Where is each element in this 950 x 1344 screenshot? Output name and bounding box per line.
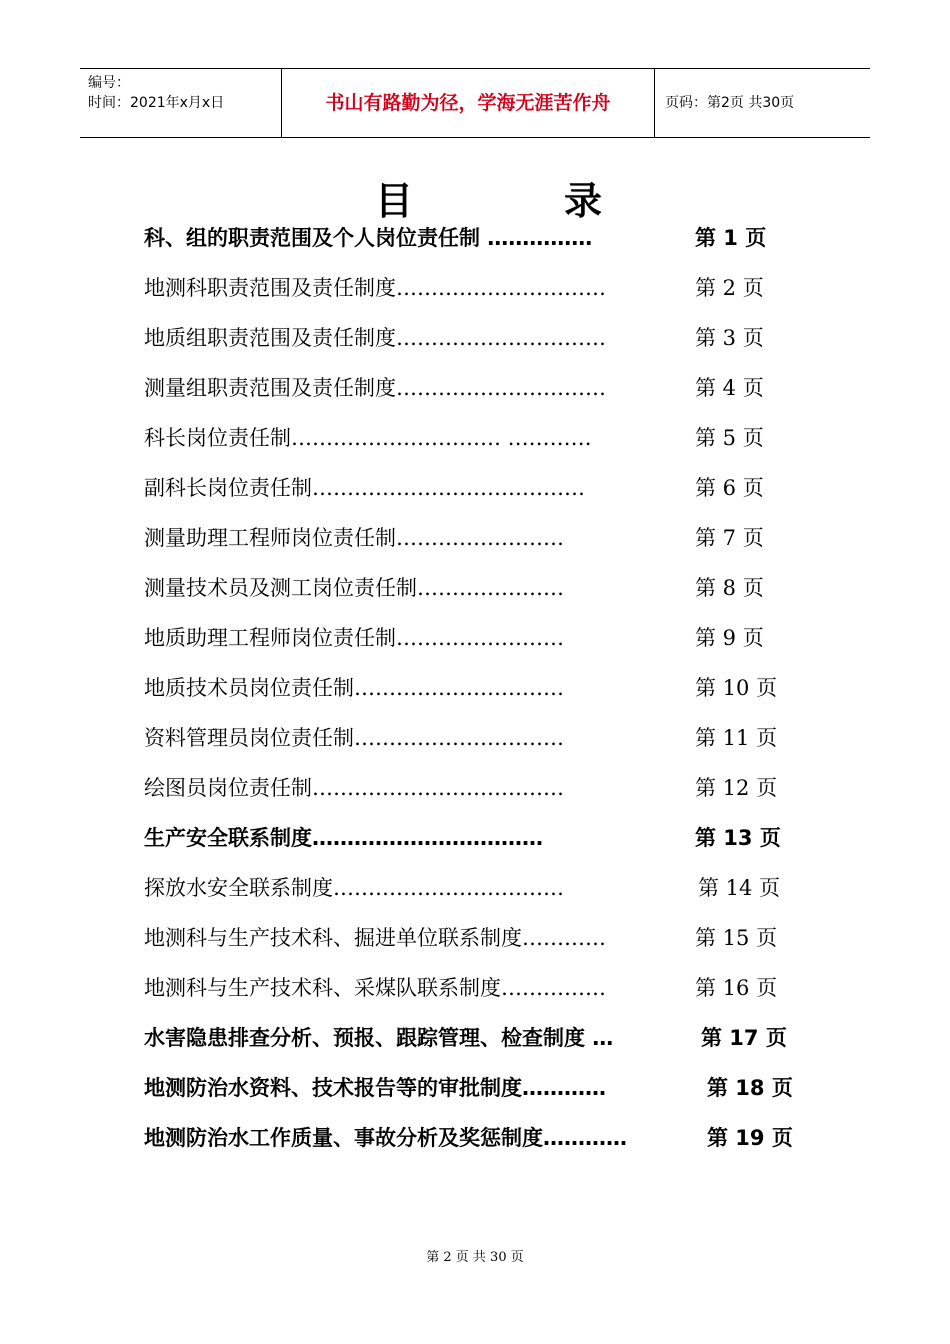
toc-entry-label: 地测防治水工作质量、事故分析及奖惩制度………… [144, 1126, 627, 1150]
toc-entry[interactable] [144, 672, 804, 712]
toc-entry-label: 地测科职责范围及责任制度………………………… [144, 276, 606, 300]
toc-entry[interactable] [144, 822, 804, 862]
toc-entry-label: 探放水安全联系制度…………………………… [144, 876, 564, 900]
toc-entry[interactable] [144, 722, 804, 762]
toc-entry[interactable] [144, 922, 804, 962]
toc-entry-page: 第 16 页 [695, 976, 778, 1000]
toc-entry-page: 第 11 页 [695, 726, 778, 750]
toc-entry-page: 第 18 页 [707, 1076, 793, 1100]
toc-entry[interactable] [144, 1022, 804, 1062]
toc-entry-page: 第 3 页 [695, 326, 764, 350]
toc-entry-page: 第 19 页 [707, 1126, 793, 1150]
toc-entry-label: 资料管理员岗位责任制………………………… [144, 726, 564, 750]
toc-entry[interactable] [144, 772, 804, 812]
toc-entry-label: 地质技术员岗位责任制………………………… [144, 676, 564, 700]
toc-entry-page: 第 8 页 [695, 576, 764, 600]
toc-entry[interactable] [144, 222, 804, 262]
toc-entry[interactable] [144, 472, 804, 512]
title-char-2: 录 [564, 179, 603, 223]
toc-entry-label: 科、组的职责范围及个人岗位责任制 …………… [144, 226, 593, 250]
toc-entry-page: 第 12 页 [695, 776, 778, 800]
toc-entry-label: 地测防治水资料、技术报告等的审批制度………… [144, 1076, 606, 1100]
header-meta [80, 69, 282, 137]
toc-entry-page: 第 15 页 [695, 926, 778, 950]
page-footer: 第 2 页 共 30 页 [426, 1250, 524, 1265]
toc-entry-label: 科长岗位责任制………………………… ………… [144, 426, 592, 450]
page-title [0, 170, 950, 223]
toc-entry[interactable] [144, 522, 804, 562]
toc-entry[interactable] [144, 972, 804, 1012]
header-motto: 书山有路勤为径，学海无涯苦作舟 [282, 69, 655, 137]
toc-entry-label: 地测科与生产技术科、采煤队联系制度…………… [144, 976, 606, 1000]
toc-entry-page: 第 10 页 [695, 676, 778, 700]
toc-entry[interactable] [144, 872, 804, 912]
toc-entry-page: 第 5 页 [695, 426, 764, 450]
toc-entry-label: 地质助理工程师岗位责任制…………………… [144, 626, 564, 650]
toc-entry-page: 第 6 页 [695, 476, 764, 500]
toc-entry-label: 地质组职责范围及责任制度………………………… [144, 326, 606, 350]
toc-entry-page: 第 13 页 [695, 826, 781, 850]
toc-entry[interactable] [144, 322, 804, 362]
toc-entry[interactable] [144, 572, 804, 612]
toc-entry-page: 第 7 页 [695, 526, 764, 550]
toc-entry-label: 水害隐患排查分析、预报、跟踪管理、检查制度 … [144, 1026, 614, 1050]
toc-entry[interactable] [144, 1072, 804, 1112]
toc-entry-page: 第 9 页 [695, 626, 764, 650]
title-char-1: 目 [375, 179, 414, 223]
toc-entry[interactable] [144, 372, 804, 412]
toc-entry-label: 地测科与生产技术科、掘进单位联系制度………… [144, 926, 606, 950]
toc-entry-label: 绘图员岗位责任制……………………………… [144, 776, 564, 800]
toc-entry-page: 第 14 页 [698, 876, 781, 900]
toc-entry-label: 测量技术员及测工岗位责任制………………… [144, 576, 564, 600]
header-page-info: 页码：第2页 共30页 [665, 95, 795, 111]
toc-entry-label: 测量组职责范围及责任制度………………………… [144, 376, 606, 400]
toc-entry[interactable] [144, 622, 804, 662]
toc-entry-page: 第 17 页 [701, 1026, 787, 1050]
date-label: 时间：2021年x月x日 [88, 95, 225, 111]
toc-entry[interactable] [144, 272, 804, 312]
toc-entry-label: 副科长岗位责任制………………………………… [144, 476, 585, 500]
toc-entry-page: 第 2 页 [695, 276, 764, 300]
toc-entry[interactable] [144, 422, 804, 462]
toc-entry-label: 生产安全联系制度…………………………… [144, 826, 543, 850]
toc-entry-label: 测量助理工程师岗位责任制…………………… [144, 526, 564, 550]
toc-entry[interactable] [144, 1122, 804, 1162]
toc-entry-page: 第 4 页 [695, 376, 764, 400]
toc-entry-page: 第 1 页 [695, 226, 767, 250]
number-label: 编号： [88, 75, 130, 91]
header-table [80, 68, 870, 138]
